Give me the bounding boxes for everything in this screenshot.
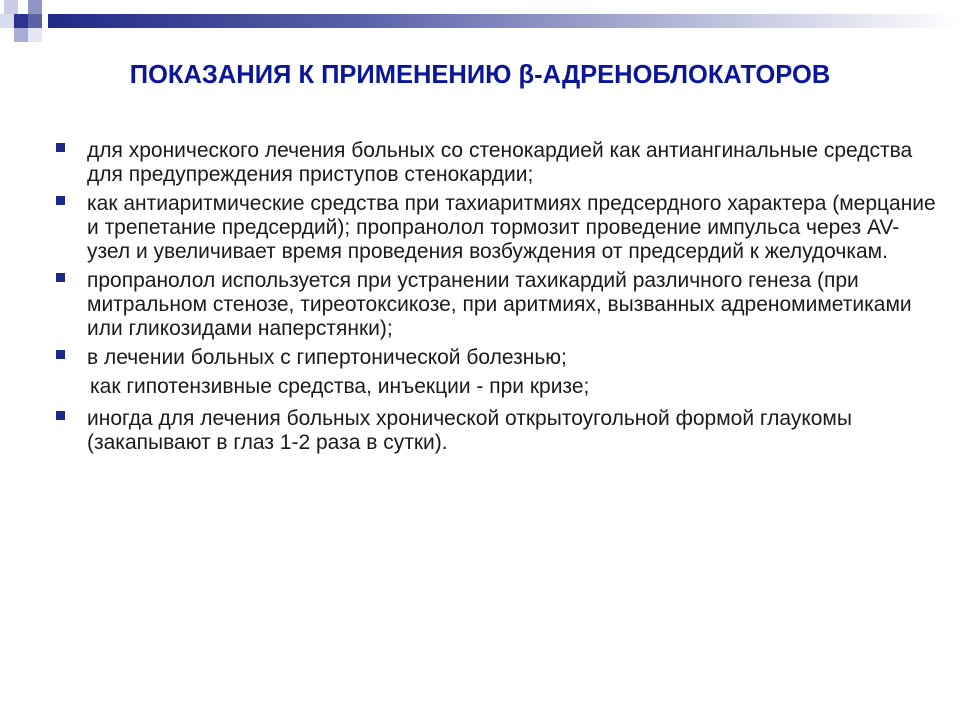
- list-item-text: для хронического лечения больных со стенокардией как антиангинальные средства для предупреждения приступов стенокардии;: [87, 139, 913, 186]
- list-item: [56, 139, 936, 187]
- square-bullet-icon: [56, 143, 65, 152]
- bullet-list: [56, 139, 936, 460]
- list-item: [56, 346, 936, 370]
- gradient-bar: [48, 14, 960, 28]
- top-gradient-band: [0, 0, 960, 48]
- list-item-text: в лечении больных с гипертонической болезнью;: [87, 346, 567, 369]
- square-bullet-icon: [56, 273, 65, 282]
- square-bullet-icon: [56, 411, 65, 420]
- square-bullet-icon: [56, 350, 65, 359]
- list-item-continuation: [56, 375, 936, 399]
- deco-square: [4, 0, 18, 14]
- list-item-text: иногда для лечения больных хронической открытоугольной формой глаукомы (закапывают в глаз 1-2 раза в сутки).: [87, 407, 852, 454]
- square-bullet-icon: [56, 196, 65, 205]
- deco-square: [0, 14, 14, 28]
- slide-title: ПОКАЗАНИЯ К ПРИМЕНЕНИЮ β-АДРЕНОБЛОКАТОРОВ: [129, 61, 831, 89]
- deco-square: [28, 0, 42, 14]
- list-item-text: как антиаритмические средства при тахиаритмиях предсердного характера (мерцание и трепетание предсердий); пропранолол тормозит проведение импульса через AV-узел и увеличивает время проведения возбуждения от предсердий к желудочкам.: [87, 192, 936, 263]
- deco-square: [14, 14, 28, 28]
- list-item-text: пропранолол используется при устранении тахикардий различного генеза (при митральном стенозе, тиреотоксикозе, при аритмиях, вызванных адреномиметиками или гликозидами наперстянки);: [87, 269, 912, 340]
- deco-square: [28, 14, 42, 28]
- list-item: [56, 192, 936, 264]
- list-item: [56, 269, 936, 341]
- deco-square: [14, 28, 28, 42]
- list-item: [56, 407, 936, 455]
- list-item-text: как гипотензивные средства, инъекции - при кризе;: [90, 375, 590, 398]
- deco-square: [28, 28, 42, 42]
